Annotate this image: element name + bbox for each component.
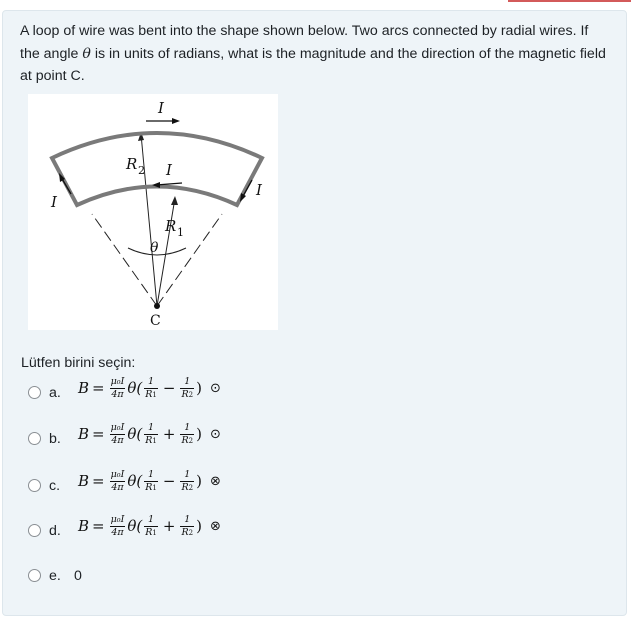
theta-open: θ(	[127, 379, 143, 397]
inv-r1-num: 1	[148, 376, 155, 387]
inv-r2-num: 1	[184, 376, 191, 387]
mu-fraction	[110, 377, 126, 399]
mu-denominator: 4π	[111, 434, 124, 446]
mu-denominator: 4π	[111, 526, 124, 538]
inner-current-label: I	[166, 161, 172, 179]
question-theta: θ	[82, 45, 91, 62]
option-b-letter: b.	[49, 431, 61, 447]
option-a-letter: a.	[49, 385, 61, 401]
inv-r2-den: R2	[181, 388, 194, 400]
formula-lhs: B	[78, 379, 90, 397]
top-current-arrowhead	[172, 118, 180, 124]
left-dashed-radius	[92, 214, 157, 306]
wire-loop-figure	[28, 94, 278, 330]
mu-numerator: μ₀I	[110, 376, 125, 387]
option-c-sign: −	[162, 472, 176, 490]
option-b-radio[interactable]	[28, 432, 41, 445]
mu-numerator: μ₀I	[110, 469, 125, 480]
point-c-dot	[154, 303, 160, 309]
formula-equals: =	[92, 425, 105, 443]
formula-equals: =	[92, 472, 105, 490]
inv-r1-fraction	[144, 470, 158, 492]
option-c-formula	[78, 470, 221, 492]
option-b-formula	[78, 423, 221, 445]
question-text	[20, 20, 610, 88]
formula-equals: =	[92, 379, 105, 397]
formula-close: )	[196, 379, 202, 397]
inv-r1-fraction	[144, 377, 158, 399]
option-c-letter: c.	[49, 478, 61, 494]
formula-close: )	[196, 517, 202, 535]
r2-subscript: 2	[138, 164, 145, 177]
inv-r1-den: R1	[145, 388, 157, 400]
inv-r2-fraction	[180, 423, 194, 445]
formula-lhs: B	[78, 472, 90, 490]
option-a-sign: −	[162, 379, 176, 397]
option-d-radio[interactable]	[28, 524, 41, 537]
theta-open: θ(	[127, 425, 143, 443]
inv-r2-fraction	[180, 470, 194, 492]
inv-r1-num: 1	[148, 514, 155, 525]
option-e-radio[interactable]	[28, 569, 41, 582]
theta-open: θ(	[127, 472, 143, 490]
choose-one-prompt: Lütfen birini seçin:	[21, 355, 136, 371]
mu-denominator: 4π	[111, 388, 124, 400]
option-d-letter: d.	[49, 523, 61, 539]
out-of-page-icon: ⊙	[209, 426, 221, 442]
question-text-part2: is in units of radians, what is the magnitude and the direction of the magnetic field at point C.	[20, 45, 606, 84]
r2-label: R	[126, 155, 138, 173]
inv-r2-fraction	[180, 515, 194, 537]
inv-r2-fraction	[180, 377, 194, 399]
inv-r2-num: 1	[184, 469, 191, 480]
inv-r2-den: R2	[181, 481, 194, 493]
formula-close: )	[196, 472, 202, 490]
inv-r1-den: R1	[145, 481, 157, 493]
option-a-formula	[78, 377, 221, 399]
inv-r1-fraction	[144, 515, 158, 537]
r2-radius-line	[141, 134, 157, 306]
inv-r1-fraction	[144, 423, 158, 445]
inv-r1-den: R1	[145, 526, 157, 538]
r1-arrowhead	[171, 196, 178, 205]
formula-equals: =	[92, 517, 105, 535]
question-text-part1: A loop of wire was bent into the shape shown below. Two arcs connected by radial wires. If the angle	[20, 23, 589, 62]
inv-r2-num: 1	[184, 514, 191, 525]
formula-lhs: B	[78, 517, 90, 535]
inv-r1-den: R1	[145, 434, 157, 446]
mu-fraction	[110, 423, 126, 445]
option-b-sign: +	[162, 425, 176, 443]
point-c-label: C	[150, 313, 161, 329]
option-c-radio[interactable]	[28, 479, 41, 492]
option-e-letter: e.	[49, 568, 61, 584]
into-page-icon: ⊗	[209, 473, 221, 489]
inv-r1-num: 1	[148, 422, 155, 433]
theta-label: θ	[150, 240, 159, 256]
mu-denominator: 4π	[111, 481, 124, 493]
mu-fraction	[110, 515, 126, 537]
theta-open: θ(	[127, 517, 143, 535]
top-current-label: I	[158, 99, 164, 117]
inv-r2-den: R2	[181, 434, 194, 446]
right-current-label: I	[256, 181, 262, 199]
mu-fraction	[110, 470, 126, 492]
inv-r1-num: 1	[148, 469, 155, 480]
out-of-page-icon: ⊙	[209, 380, 221, 396]
right-current-arrowhead	[240, 193, 246, 202]
inv-r2-num: 1	[184, 422, 191, 433]
r1-subscript: 1	[177, 226, 184, 239]
formula-close: )	[196, 425, 202, 443]
formula-lhs: B	[78, 425, 90, 443]
r1-label: R	[165, 217, 177, 235]
into-page-icon: ⊗	[209, 518, 221, 534]
option-a-radio[interactable]	[28, 386, 41, 399]
mu-numerator: μ₀I	[110, 422, 125, 433]
option-d-formula	[78, 515, 221, 537]
top-accent-bar	[508, 0, 631, 2]
mu-numerator: μ₀I	[110, 514, 125, 525]
wire-loop-diagram	[28, 94, 278, 330]
inv-r2-den: R2	[181, 526, 194, 538]
option-d-sign: +	[162, 517, 176, 535]
left-current-label: I	[51, 193, 57, 211]
r1-radius-line	[157, 198, 175, 306]
option-e-value: 0	[74, 568, 82, 584]
wire-loop-path	[52, 133, 262, 205]
